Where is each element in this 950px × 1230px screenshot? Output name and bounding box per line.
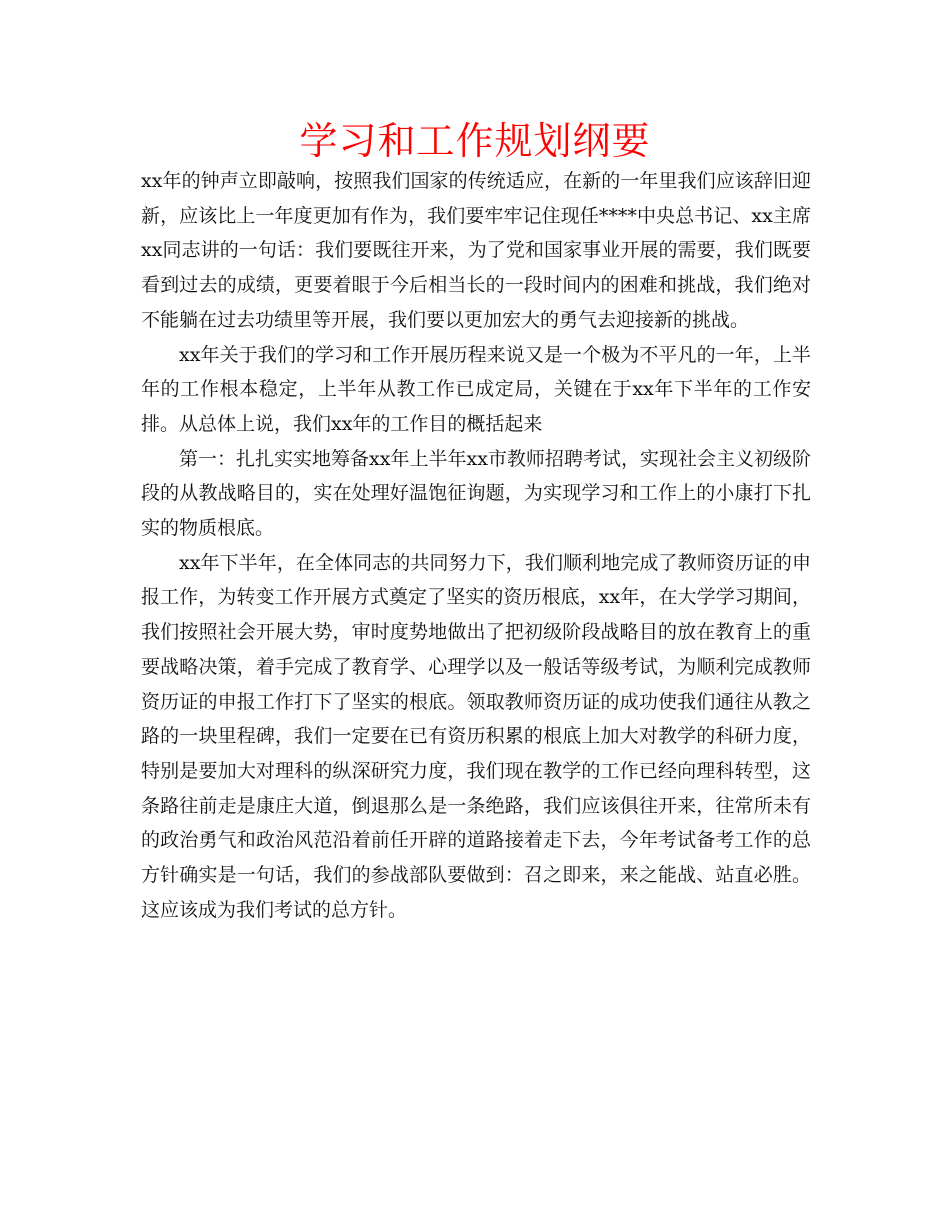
- document-title: 学习和工作规划纲要: [299, 119, 651, 163]
- paragraph-2: xx年关于我们的学习和工作开展历程来说又是一个极为不平凡的一年，上半年的工作根本稳定，上半年从教工作已成定局，关键在于xx年下半年的工作安排。从总体上说，我们xx年的工作目的概括起来: [141, 343, 811, 435]
- document-body: [141, 164, 811, 927]
- paragraph-4: xx年下半年，在全体同志的共同努力下，我们顺利地完成了教师资历证的申报工作，为转变工作开展方式奠定了坚实的资历根底，xx年，在大学学习期间，我们按照社会开展大势，审时度势地做出了把初级阶段战略目的放在教育上的重要战略决策，着手完成了教育学、心理学以及一般话等级考试，为顺利完成教师资历证的申报工作打下了坚实的根底。领取教师资历证的成功使我们通往从教之路的一块里程碑，我们一定要在已有资历积累的根底上加大对教学的科研力度，特别是要加大对理科的纵深研究力度，我们现在教学的工作已经向理科转型，这条路往前走是康庄大道，倒退那么是一条绝路，我们应该俱往开来，往常所未有的政治勇气和政治风范沿着前任开辟的道路接着走下去，今年考试备考工作的总方针确实是一句话，我们的参战部队要做到：召之即来，来之能战、站直必胜。这应该成为我们考试的总方针。: [141, 551, 811, 921]
- paragraph-1: xx年的钟声立即敲响，按照我们国家的传统适应，在新的一年里我们应该辞旧迎新，应该比上一年度更加有作为，我们要牢牢记住现任****中央总书记、xx主席xx同志讲的一句话：我们要既往开来，为了党和国家事业开展的需要，我们既要看到过去的成绩，更要着眼于今后相当长的一段时间内的困难和挑战，我们绝对不能躺在过去功绩里等开展，我们要以更加宏大的勇气去迎接新的挑战。: [141, 170, 811, 331]
- paragraph-3: 第一：扎扎实实地筹备xx年上半年xx市教师招聘考试，实现社会主义初级阶段的从教战略目的，实在处理好温饱征询题，为实现学习和工作上的小康打下扎实的物质根底。: [141, 447, 811, 540]
